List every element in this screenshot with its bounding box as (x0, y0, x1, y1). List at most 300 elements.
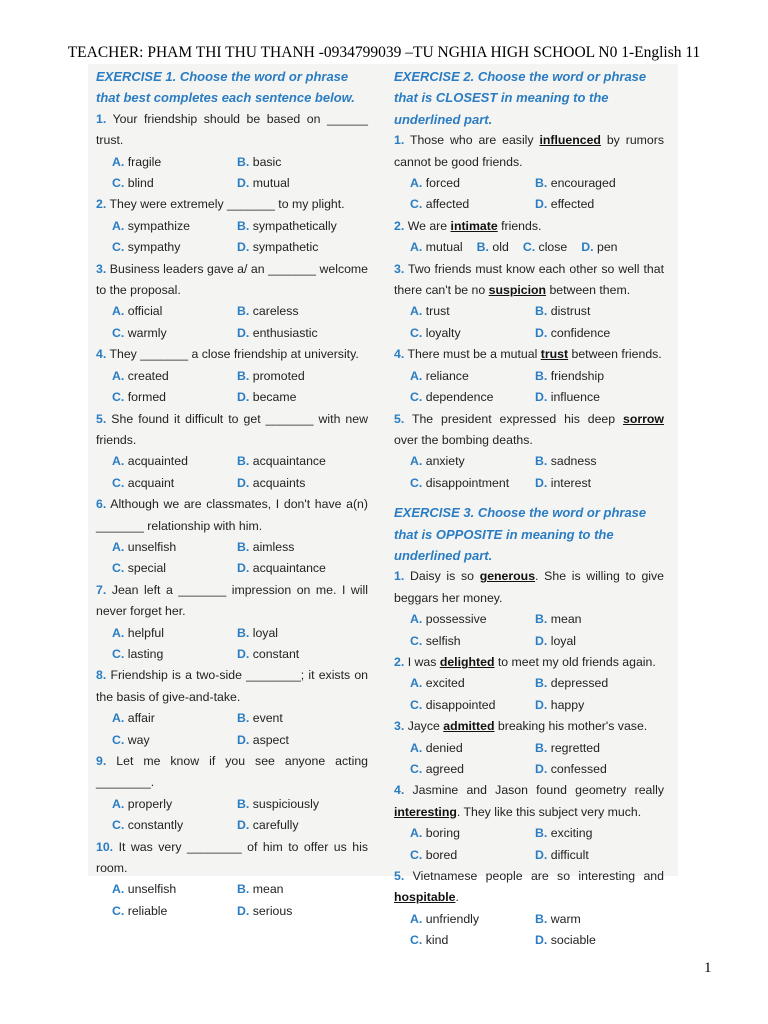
question-stem-after: friends. (497, 218, 542, 233)
answer-option[interactable] (477, 237, 509, 258)
exercise-2-title: EXERCISE 2. Choose the word or phrase that is CLOSEST in meaning to the underlined part. (394, 69, 647, 127)
option-text: constant (252, 646, 300, 661)
question-stem: Although we are classmates, I don't have a(n) _______ relationship with him. (96, 497, 368, 533)
question-stem: Let me know if you see anyone acting ________. (96, 754, 369, 790)
answer-option[interactable] (523, 237, 567, 258)
option-letter: D. (535, 390, 548, 405)
option-letter: D. (535, 197, 548, 212)
answer-option[interactable] (237, 644, 362, 665)
option-text: friendship (550, 368, 605, 383)
answer-option[interactable] (410, 473, 535, 494)
answer-option[interactable] (535, 194, 660, 215)
answer-option[interactable] (410, 366, 535, 387)
option-text: serious (252, 903, 293, 918)
underlined-word: generous (479, 569, 536, 584)
answer-options (394, 823, 664, 866)
answer-option[interactable] (237, 708, 362, 729)
option-text: affair (127, 711, 155, 726)
question-stem-before: I was (407, 654, 440, 669)
exercise-2-questions (394, 130, 664, 494)
question-text (394, 259, 664, 302)
question-number: 6. (96, 497, 107, 512)
question-text (96, 751, 368, 794)
option-letter: B. (535, 911, 548, 926)
option-letter: D. (237, 561, 250, 576)
option-letter: B. (237, 625, 250, 640)
answer-options (96, 366, 368, 409)
column-left (96, 66, 368, 922)
answer-option[interactable] (112, 558, 237, 579)
question-text (96, 580, 368, 623)
answer-option[interactable] (112, 644, 237, 665)
question-text (394, 344, 664, 365)
answer-option[interactable] (112, 451, 237, 472)
underlined-word: intimate (450, 218, 498, 233)
answer-option[interactable] (535, 173, 660, 194)
option-letter: B. (237, 304, 250, 319)
option-text: anxiety (425, 454, 465, 469)
option-letter: D. (237, 240, 250, 255)
question-text (96, 259, 368, 302)
answer-option[interactable] (410, 194, 535, 215)
option-letter: B. (237, 711, 250, 726)
answer-option[interactable] (237, 794, 362, 815)
question-text (394, 780, 664, 823)
answer-option[interactable] (535, 823, 660, 844)
option-letter: C. (112, 390, 125, 405)
question-text (394, 130, 664, 173)
option-text: boring (425, 826, 460, 841)
option-text: influence (550, 390, 600, 405)
option-text: aspect (252, 732, 289, 747)
option-text: difficult (550, 847, 589, 862)
question-number: 3. (96, 261, 107, 276)
answer-options (394, 173, 664, 216)
option-text: mean (550, 612, 582, 627)
answer-option[interactable] (410, 738, 535, 759)
option-letter: A. (410, 676, 423, 691)
answer-option[interactable] (237, 173, 362, 194)
answer-option[interactable] (237, 730, 362, 751)
option-text: loyalty (425, 325, 461, 340)
option-text: basic (252, 154, 282, 169)
exercise-3-title: EXERCISE 3. Choose the word or phrase that is OPPOSITE in meaning to the underlined part. (394, 505, 647, 563)
option-text: helpful (127, 625, 164, 640)
answer-option[interactable] (535, 609, 660, 630)
answer-option[interactable] (581, 237, 617, 258)
option-text: constantly (127, 818, 184, 833)
answer-option[interactable] (237, 451, 362, 472)
option-letter: A. (410, 304, 423, 319)
option-letter: C. (410, 697, 423, 712)
option-text: warm (550, 911, 581, 926)
option-letter: B. (535, 612, 548, 627)
question-stem-before: Vietnamese people are so interesting and (412, 869, 664, 884)
answer-option[interactable] (535, 451, 660, 472)
question-number: 4. (394, 347, 405, 362)
option-text: loyal (252, 625, 279, 640)
option-letter: D. (237, 903, 250, 918)
option-letter: D. (237, 732, 250, 747)
exercise-1-title: EXERCISE 1. Choose the word or phrase that best completes each sentence below. (96, 69, 355, 106)
option-letter: C. (112, 176, 125, 191)
answer-options (394, 366, 664, 409)
option-letter: B. (535, 740, 548, 755)
option-text: formed (127, 390, 167, 405)
answer-option[interactable] (237, 558, 362, 579)
option-letter: B. (535, 676, 548, 691)
answer-options (96, 537, 368, 580)
question-stem-before: Those who are easily (409, 133, 540, 148)
underlined-word: sorrow (623, 411, 664, 426)
answer-options (96, 301, 368, 344)
option-letter: B. (476, 240, 489, 255)
option-letter: A. (410, 454, 423, 469)
option-text: carefully (252, 818, 299, 833)
underlined-word: hospitable (394, 890, 456, 905)
answer-option[interactable] (237, 815, 362, 836)
answer-options (394, 909, 664, 952)
option-text: official (127, 304, 163, 319)
answer-options (96, 623, 368, 666)
option-letter: A. (410, 368, 423, 383)
option-letter: B. (237, 796, 250, 811)
answer-option[interactable] (112, 152, 237, 173)
answer-option[interactable] (410, 930, 535, 951)
question-stem-after: breaking his mother's vase. (494, 719, 648, 734)
answer-option[interactable] (237, 623, 362, 644)
option-text: bored (425, 847, 458, 862)
question-stem-before: Jasmine and Jason found geometry really (412, 783, 664, 798)
option-letter: B. (237, 454, 250, 469)
question-text (96, 109, 368, 152)
option-text: affected (425, 197, 470, 212)
question-number: 8. (96, 668, 107, 683)
option-text: close (538, 240, 568, 255)
answer-option[interactable] (112, 623, 237, 644)
answer-option[interactable] (535, 930, 660, 951)
answer-option[interactable] (237, 301, 362, 322)
option-text: way (127, 732, 150, 747)
option-letter: D. (237, 818, 250, 833)
option-letter: A. (112, 539, 125, 554)
option-letter: D. (581, 240, 594, 255)
option-letter: D. (535, 697, 548, 712)
answer-option[interactable] (237, 473, 362, 494)
option-letter: C. (522, 240, 536, 255)
option-letter: D. (535, 475, 548, 490)
answer-options (394, 609, 664, 652)
answer-option[interactable] (112, 794, 237, 815)
option-text: possessive (425, 612, 487, 627)
underlined-word: influenced (539, 133, 601, 148)
option-letter: D. (535, 933, 548, 948)
answer-option[interactable] (410, 909, 535, 930)
option-text: acquaints (252, 475, 306, 490)
option-text: unselfish (127, 882, 177, 897)
answer-option[interactable] (112, 879, 237, 900)
option-text: disappointment (425, 475, 510, 490)
option-letter: D. (237, 176, 250, 191)
answer-option[interactable] (410, 673, 535, 694)
answer-options (394, 451, 664, 494)
answer-option[interactable] (237, 152, 362, 173)
question-stem: She found it difficult to get _______ with new friends. (96, 411, 368, 447)
question-text (394, 652, 664, 673)
option-text: event (252, 711, 283, 726)
option-text: forced (425, 176, 460, 191)
question-text (96, 194, 368, 215)
option-text: fragile (127, 154, 162, 169)
option-letter: B. (535, 176, 548, 191)
answer-option[interactable] (535, 387, 660, 408)
question-number: 5. (394, 411, 405, 426)
option-text: unselfish (127, 539, 177, 554)
answer-option[interactable] (410, 695, 535, 716)
answer-option[interactable] (410, 823, 535, 844)
option-text: properly (127, 796, 173, 811)
option-text: exciting (550, 826, 593, 841)
answer-option[interactable] (535, 301, 660, 322)
page-number: 1 (704, 960, 712, 976)
question-number: 2. (96, 197, 107, 212)
option-text: reliable (127, 903, 168, 918)
question-stem-after: . They like this subject very much. (456, 804, 642, 819)
option-text: enthusiastic (252, 325, 318, 340)
option-letter: A. (112, 218, 125, 233)
answer-option[interactable] (112, 301, 237, 322)
answer-option[interactable] (112, 473, 237, 494)
question-number: 9. (96, 754, 107, 768)
option-letter: B. (535, 304, 548, 319)
question-text (96, 665, 368, 708)
column-right (394, 66, 664, 952)
option-letter: A. (410, 176, 423, 191)
answer-option[interactable] (410, 451, 535, 472)
answer-option[interactable] (237, 901, 362, 922)
option-text: depressed (550, 676, 609, 691)
answer-option[interactable] (410, 609, 535, 630)
underlined-word: delighted (439, 654, 495, 669)
answer-option[interactable] (112, 537, 237, 558)
option-letter: B. (237, 882, 250, 897)
question-stem-after: over the bombing deaths. (394, 432, 533, 447)
answer-option[interactable] (112, 216, 237, 237)
question-number: 1. (394, 133, 405, 148)
answer-options (96, 708, 368, 751)
answer-option[interactable] (535, 673, 660, 694)
question-stem: They were extremely _______ to my plight. (109, 197, 345, 212)
answer-options (96, 451, 368, 494)
answer-options (96, 216, 368, 259)
question-stem-after: to meet my old friends again. (494, 654, 656, 669)
answer-option[interactable] (535, 695, 660, 716)
answer-option[interactable] (410, 631, 535, 652)
answer-option[interactable] (112, 173, 237, 194)
option-text: disappointed (425, 697, 496, 712)
answer-option[interactable] (237, 537, 362, 558)
option-letter: B. (535, 826, 548, 841)
option-text: acquainted (127, 454, 188, 469)
answer-option[interactable] (112, 323, 237, 344)
option-text: encouraged (550, 176, 616, 191)
option-letter: A. (112, 368, 125, 383)
answer-option[interactable] (237, 323, 362, 344)
answer-option[interactable] (410, 323, 535, 344)
question-stem-before: Jayce (407, 719, 444, 734)
option-letter: A. (410, 740, 423, 755)
answer-option[interactable] (535, 909, 660, 930)
answer-option[interactable] (112, 366, 237, 387)
question-text (96, 409, 368, 452)
question-number: 5. (96, 411, 107, 426)
option-text: distrust (550, 304, 591, 319)
option-letter: D. (237, 646, 250, 661)
answer-option[interactable] (112, 387, 237, 408)
option-text: old (492, 240, 509, 255)
answer-option[interactable] (237, 879, 362, 900)
option-letter: A. (410, 240, 423, 255)
option-letter: C. (410, 325, 423, 340)
option-letter: A. (112, 625, 125, 640)
answer-option[interactable] (535, 323, 660, 344)
answer-option[interactable] (535, 759, 660, 780)
question-text (96, 494, 368, 537)
option-text: mutual (425, 240, 463, 255)
option-text: aimless (252, 539, 295, 554)
question-text (394, 866, 664, 909)
exercise-1-questions (96, 109, 368, 922)
option-letter: C. (112, 475, 125, 490)
question-text (394, 409, 664, 452)
option-letter: A. (112, 154, 125, 169)
answer-options (96, 794, 368, 837)
answer-option[interactable] (535, 738, 660, 759)
answer-option[interactable] (410, 387, 535, 408)
option-text: confidence (550, 325, 611, 340)
option-letter: B. (535, 454, 548, 469)
option-text: trust (425, 304, 450, 319)
question-number: 3. (394, 261, 405, 276)
option-letter: A. (112, 796, 125, 811)
option-letter: D. (535, 325, 548, 340)
option-text: created (127, 368, 169, 383)
question-number: 5. (394, 869, 405, 884)
option-letter: C. (410, 197, 423, 212)
answer-option[interactable] (237, 237, 362, 258)
option-letter: D. (237, 325, 250, 340)
option-letter: C. (410, 762, 423, 776)
option-text: promoted (252, 368, 305, 383)
option-text: acquaintance (252, 561, 326, 576)
option-text: pen (597, 240, 618, 255)
option-text: warmly (127, 325, 167, 340)
option-letter: C. (410, 847, 423, 862)
question-text (96, 837, 368, 880)
option-letter: C. (410, 933, 423, 948)
answer-option[interactable] (112, 815, 237, 836)
question-stem: Your friendship should be based on ______ trust. (96, 111, 369, 148)
option-letter: B. (237, 539, 250, 554)
answer-option[interactable] (410, 173, 535, 194)
question-stem-before: The president expressed his deep (411, 411, 623, 426)
option-text: denied (425, 740, 463, 755)
answer-options (394, 301, 664, 344)
answer-option[interactable] (112, 237, 237, 258)
answer-option[interactable] (410, 301, 535, 322)
option-letter: C. (410, 475, 423, 490)
question-number: 4. (96, 347, 107, 362)
option-text: dependence (425, 390, 494, 405)
option-letter: A. (410, 911, 423, 926)
answer-option[interactable] (112, 708, 237, 729)
answer-option[interactable] (535, 473, 660, 494)
answer-option[interactable] (535, 366, 660, 387)
question-number: 2. (394, 654, 405, 669)
question-text (96, 344, 368, 365)
option-letter: B. (237, 368, 250, 383)
answer-option[interactable] (410, 759, 535, 780)
option-text: sociable (550, 933, 596, 948)
option-letter: A. (410, 826, 423, 841)
option-text: lasting (127, 646, 164, 661)
option-letter: D. (535, 762, 548, 776)
underlined-word: suspicion (488, 283, 547, 298)
answer-option[interactable] (535, 631, 660, 652)
option-text: suspiciously (252, 796, 320, 811)
answer-option[interactable] (112, 901, 237, 922)
option-text: careless (252, 304, 299, 319)
answer-option[interactable] (237, 216, 362, 237)
answer-option[interactable] (535, 845, 660, 866)
option-text: unfriendly (425, 911, 480, 926)
question-number: 1. (96, 111, 107, 126)
option-letter: A. (112, 454, 125, 469)
question-stem-after: . (455, 890, 459, 905)
option-text: mean (252, 882, 284, 897)
question-number: 2. (394, 218, 405, 233)
option-letter: C. (112, 561, 125, 576)
question-text (394, 566, 664, 609)
answer-option[interactable] (112, 730, 237, 751)
option-text: agreed (425, 762, 465, 776)
underlined-word: interesting (394, 804, 457, 819)
answer-option[interactable] (237, 366, 362, 387)
underlined-word: trust (540, 347, 569, 362)
question-stem: Jean left a _______ impression on me. I will never forget her. (96, 582, 368, 619)
option-letter: A. (410, 612, 423, 627)
answer-options (394, 673, 664, 716)
option-letter: D. (237, 390, 250, 405)
question-stem: Friendship is a two-side ________; it exists on the basis of give-and-take. (96, 668, 368, 704)
answer-option[interactable] (410, 237, 463, 258)
option-letter: C. (112, 325, 125, 340)
question-stem: It was very ________ of him to offer us his room. (96, 839, 368, 876)
option-text: sadness (550, 454, 597, 469)
question-number: 4. (394, 783, 405, 798)
option-text: sympathetically (252, 218, 337, 233)
option-text: sympathetic (252, 240, 319, 255)
option-text: selfish (425, 633, 461, 648)
option-text: happy (550, 697, 585, 712)
option-letter: D. (535, 633, 548, 648)
option-text: effected (550, 197, 595, 212)
option-letter: C. (112, 903, 125, 918)
option-letter: D. (535, 847, 548, 862)
answer-option[interactable] (237, 387, 362, 408)
answer-options (394, 738, 664, 781)
answer-option[interactable] (410, 845, 535, 866)
